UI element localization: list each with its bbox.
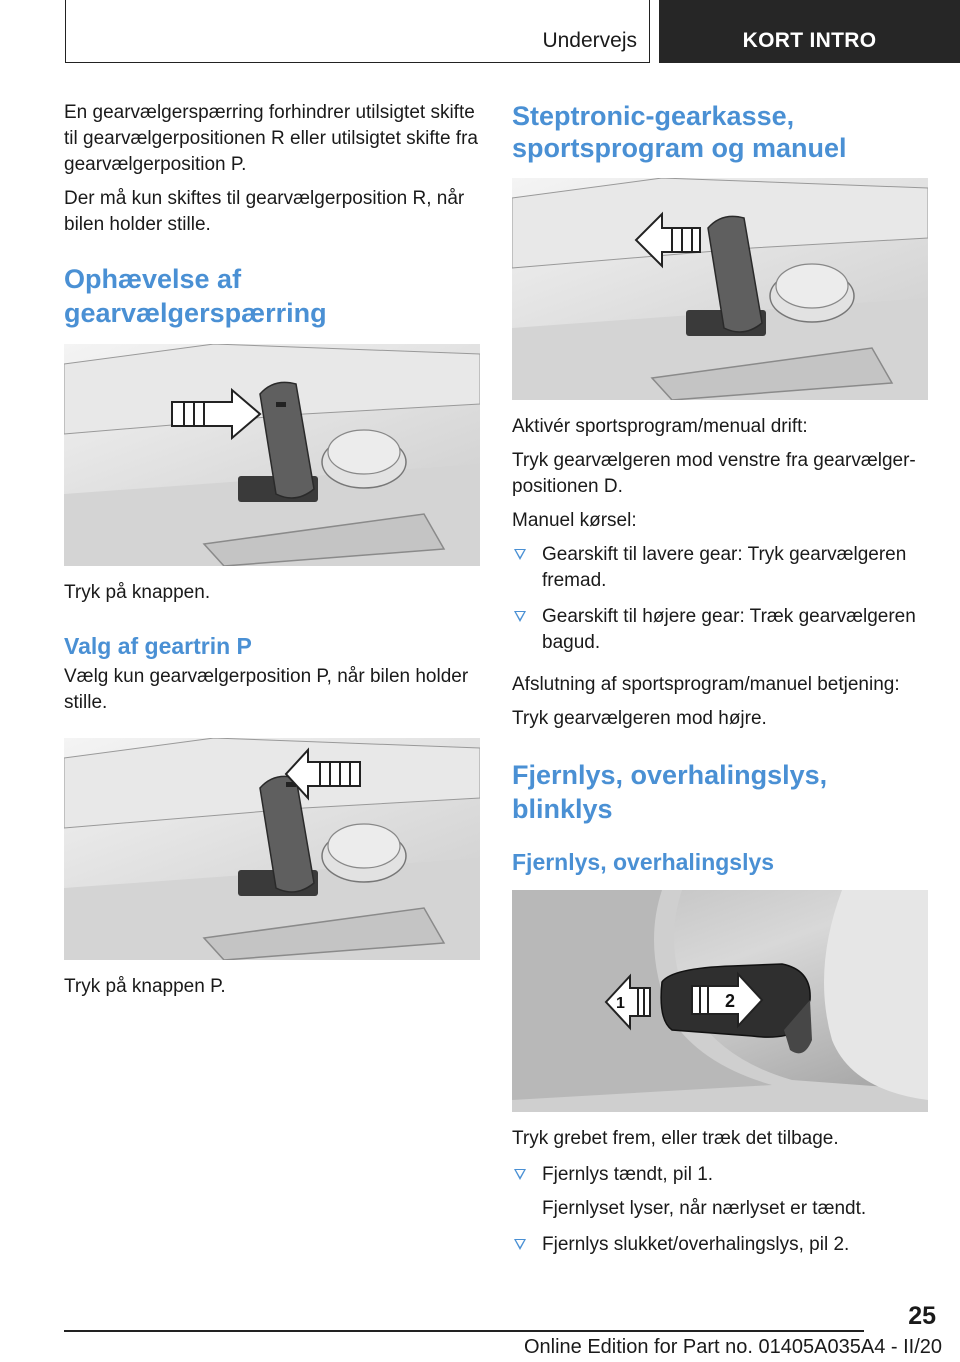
triangle-bullet-icon — [514, 611, 526, 622]
activate-sport-text: Aktivér sportsprogram/menual drift: — [512, 416, 808, 437]
push-left-text: Tryk gearvælgeren mod venstre fra gearvælgerpositionen D. — [512, 450, 916, 497]
triangle-bullet-icon — [514, 1239, 526, 1250]
end-sport-text: Afslutning af sportsprogram/manuel betjening: — [512, 674, 900, 695]
illustration-light-stalk — [512, 890, 928, 1112]
footer-divider — [64, 1330, 864, 1332]
stalk-label-1: 1 — [616, 995, 625, 1012]
high-beam-bullet-list — [512, 1162, 928, 1258]
manual-driving-label: Manuel kørsel: — [512, 510, 637, 531]
caption-gear-p: Tryk på knappen P. — [64, 976, 226, 997]
intro-paragraph-1: En gearvælgerspærring forhindrer utilsigtet skifte til gearvælgerpositionen R eller utilsigtet skifte fra gearvælgerposition P. — [64, 102, 478, 175]
footer-edition: Online Edition for Part no. 01405A035A4 - II/20 — [523, 1336, 942, 1358]
list-item: Fjernlys slukket/overhalingslys, pil 2. — [512, 1232, 928, 1258]
triangle-bullet-icon — [514, 549, 526, 560]
list-item: Gearskift til højere gear: Træk gearvælgeren bagud. — [512, 604, 928, 656]
list-item-subtext: Fjernlyset lyser, når nærlyset er tændt. — [542, 1198, 867, 1219]
intro-paragraph-2: Der må kun skiftes til gearvælgerposition R, når bilen holder stille. — [64, 188, 465, 235]
header-chapter-tab: KORT INTRO — [659, 0, 960, 63]
gear-selector-sport-drawing — [512, 178, 928, 400]
heading-steptronic: Steptronic-gearkasse, sportsprogram og manuel — [512, 101, 847, 163]
stalk-label-2: 2 — [725, 991, 736, 1011]
gear-selector-unlock-drawing — [64, 344, 480, 566]
header-section-box — [65, 0, 650, 63]
right-column — [512, 100, 928, 1258]
list-item: Gearskift til lavere gear: Tryk gearvælgeren fremad. — [512, 542, 928, 594]
push-right-text: Tryk gearvælgeren mod højre. — [512, 708, 767, 729]
list-item: Fjernlys tændt, pil 1. Fjernlyset lyser, når nærlyset er tændt. — [512, 1162, 928, 1222]
caption-release-lock: Tryk på knappen. — [64, 582, 211, 603]
gear-selector-p-drawing — [64, 738, 480, 960]
light-stalk-drawing — [512, 890, 928, 1112]
heading-high-beam: Fjernlys, overhalingslys — [512, 849, 775, 875]
page-number: 25 — [908, 1302, 936, 1330]
triangle-bullet-icon — [514, 1169, 526, 1180]
heading-release-lock: Ophævelse af gearvælgerspærring — [64, 264, 327, 328]
page-header — [0, 0, 960, 65]
manual-bullet-list — [512, 542, 928, 656]
illustration-gear-selector-p — [64, 738, 480, 960]
illustration-gear-selector-unlock — [64, 344, 480, 566]
header-section-title: Undervejs — [542, 29, 637, 52]
heading-select-gear-p: Valg af geartrin P — [64, 633, 252, 659]
left-column — [64, 100, 480, 1000]
gear-p-paragraph: Vælg kun gearvælgerposition P, når bilen holder stille. — [64, 666, 469, 713]
stalk-instruction: Tryk grebet frem, eller træk det tilbage. — [512, 1128, 839, 1149]
illustration-gear-selector-sport — [512, 178, 928, 400]
heading-lights: Fjernlys, overhalingslys, blinklys — [512, 760, 828, 824]
